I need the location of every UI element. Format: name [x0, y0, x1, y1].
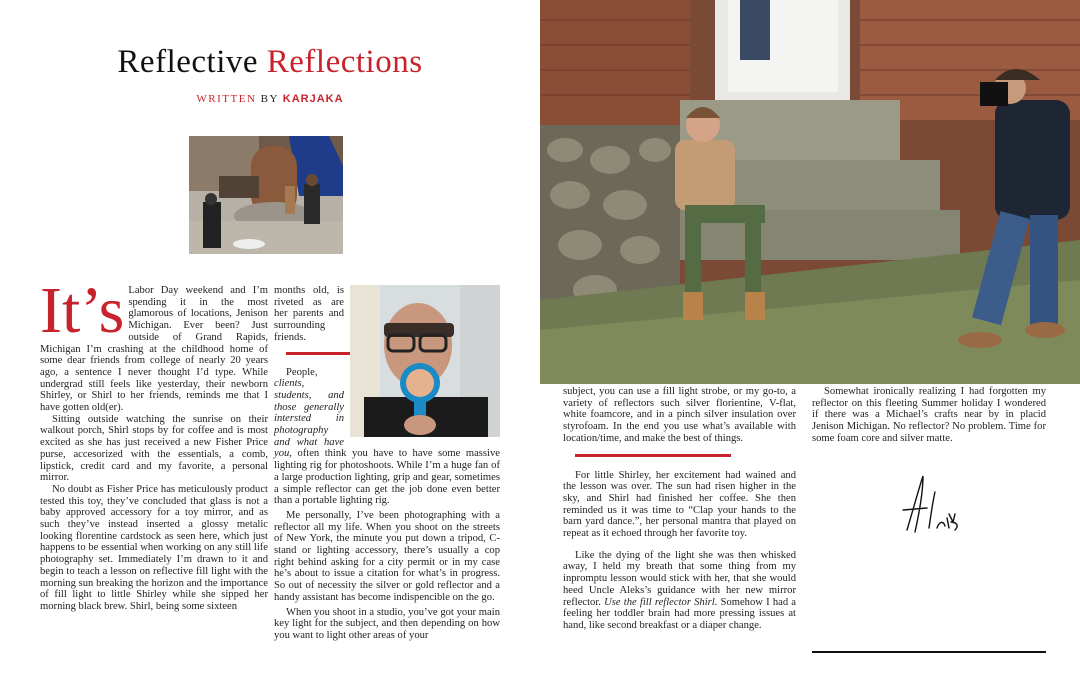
col3-paragraph-2: For little Shirley, her excitement had wained and the lesson was over. The sun had risen higher in the sky, and Shirl had finished her coffee. She then reminded us it was time to “Clap your hands to the barn yard dance.”, her personal mantra that played on repeat as it echoed through her favorite toy. — [563, 469, 796, 540]
col2-paragraph-2-tail: often think you have to have some massive lighting rig for photoshoots. While I’m a huge fan of a large production lighting, grip and gear, sometimes a simple reflector can get the job done even better than a portable lighting rig. — [274, 448, 500, 507]
col4-paragraph-1: Somewhat ironically realizing I had forgotten my reflector on this fleeting Summer holiday I wondered if there was a Michael’s crafts near by in placid Jenison Michigan. No reflector? No problem. Time for some foam core and silver matte. — [812, 386, 1046, 444]
behind-the-scenes-photo — [189, 136, 343, 254]
title-part2: Reflections — [266, 44, 423, 80]
col3-paragraph-3-lead: Like the dying of the light she was then whisked away, I held my breath that some thing from my inpromptu lesson would stick with her, that she would heed Uncle Aleks’s guidance with her new mirror reflector. — [563, 549, 796, 608]
col3-paragraph-3-emphasis: Use the fill reflector Shirl. — [604, 596, 718, 608]
col1-paragraph-1: Labor Day weekend and I’m spending it in the most glamorous of locations, Jenison Michigan. Ever been? Just outside of Grand Rapids, Michigan I’m crashing at the childhood home of some dear friends from college of nearly 20 years ago, a sentence I never thought I’d type. While undergrad still feels like yesterday, their newborn Shirley, or Shirl to her friends, reminds me that I have gotten old(er). — [40, 285, 268, 414]
column-3 — [563, 386, 796, 632]
byline — [40, 93, 500, 105]
col1-paragraph-3: No doubt as Fisher Price has meticulously product tested this toy, they’ve concluded that glass is not a baby approved accessory for a toy mirror, and as such they’ve instead inserted a glossy metalic looking florentine cardstock as seen here, which just happens to be essential when working on any still life photography set. Immediately I’m drawn to it and begin to teach a lesson on reflective fill light with the morning sun breaking the horizon and the importance of fill light to little Shirley while she sipped her morning black brew. Shirl, being some sixteen — [40, 483, 268, 612]
drop-cap: It’s — [40, 274, 125, 347]
byline-by: BY — [260, 93, 279, 105]
title-part1: Reflective — [117, 44, 267, 80]
man-with-mirror-photo — [350, 285, 500, 437]
column-1 — [40, 274, 268, 613]
byline-author: KARJAKA — [282, 93, 344, 105]
col3-paragraph-3-tail: Somehow I had a feeling her toddler brain had more pressing issues at hand, like second breakfast or a diaper change. — [563, 596, 796, 631]
column-2 — [274, 285, 500, 642]
col1-paragraph-2: Sitting outside watching the sunrise on their walkout porch, Shirl stops by for coffee and is most excited as she has just received a new Fisher Price purse, accesorized with the essentials, a comb, lipstick, credit card and my favorite, a personal mirror. — [40, 413, 268, 484]
red-divider-2 — [575, 454, 731, 457]
col3-paragraph-1: subject, you can use a fill light strobe, or my go-to, a variety of reflectors such silver florientine, V-flat, white foamcore, and in a pinch silver insulation over styrofoam. In the end you use what’s available with location/time, and make the best of things. — [563, 386, 796, 444]
signature — [893, 470, 963, 540]
hero-photo — [540, 0, 1080, 384]
article-title — [40, 44, 500, 81]
byline-written: WRITTEN — [196, 93, 257, 105]
end-rule — [812, 651, 1046, 653]
col2-paragraph-4: When you shoot in a studio, you’ve got your main key light for the subject, and then depending on how you want to light other areas of your — [274, 606, 500, 641]
col2-paragraph-1: months old, is riveted as are her parents and surrounding friends. — [274, 285, 344, 343]
column-4 — [812, 386, 1046, 445]
col2-paragraph-2-lead: People, — [286, 366, 318, 378]
col2-paragraph-3: Me personally, I’ve been photographing with a reflector all my life. When you shoot on the streets of New York, the minute you put down a tripod, C-stand or lighting accessory, there’s usually a cop right behind asking for a city permit or in my case he’s about to issue a citation for what’s in progress. So out of necessity the silver or gold reflector and a handy assistant has become indispencible on the go. — [274, 509, 500, 603]
col2-paragraph-2-emphasis: clients, students, and those generally intersted in photography and what have you, — [274, 378, 344, 460]
